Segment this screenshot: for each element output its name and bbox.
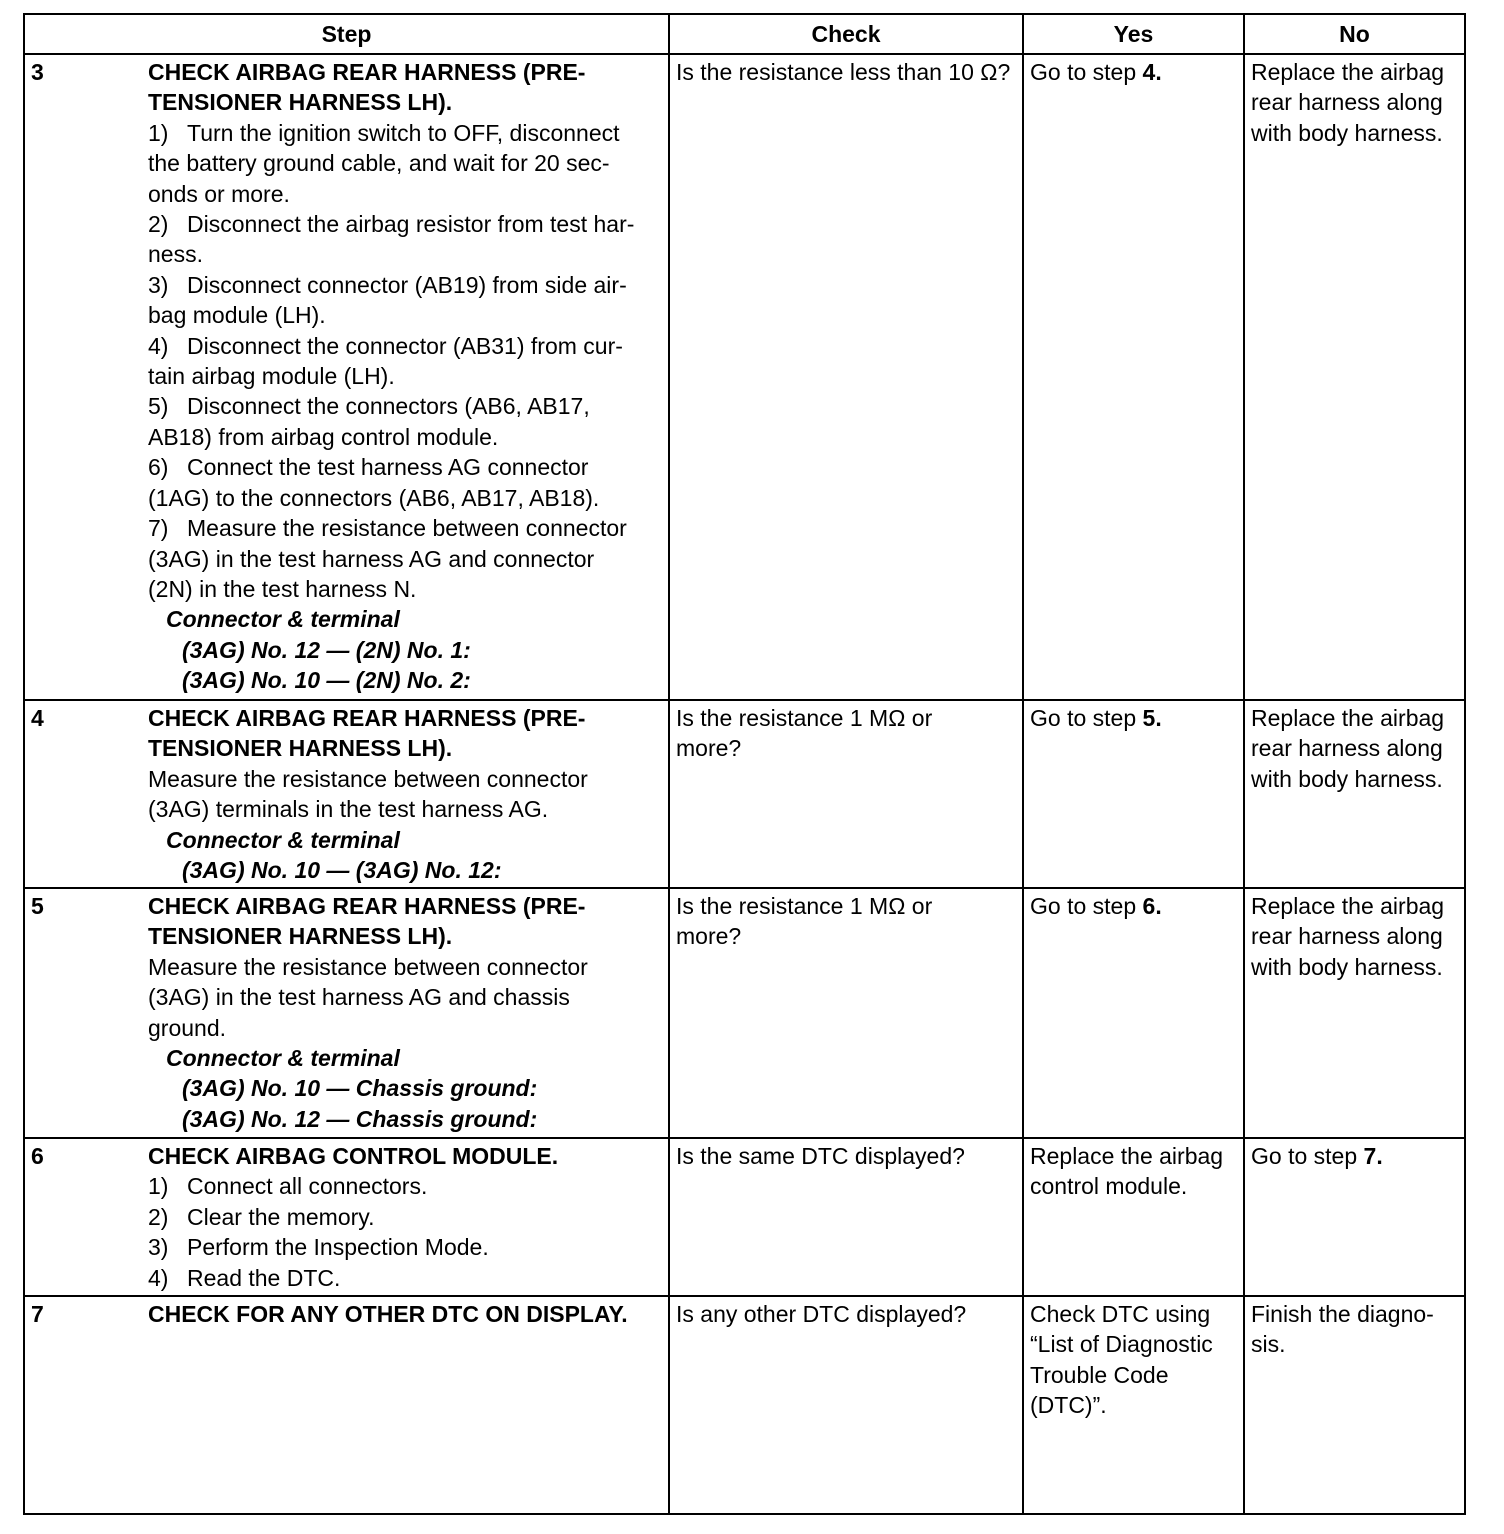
- yes-suffix: .: [1155, 705, 1162, 731]
- step-number: 3: [31, 59, 44, 85]
- step-number: 6: [31, 1143, 44, 1169]
- step-title: TENSIONER HARNESS LH).: [148, 89, 453, 116]
- step-instruction: ness.: [148, 241, 203, 268]
- header-no: No: [1244, 14, 1465, 54]
- step-instruction: 1) Connect all connectors.: [148, 1173, 428, 1200]
- step-instruction: 1) Turn the ignition switch to OFF, disconnect: [148, 119, 620, 146]
- no-text: with body harness.: [1251, 765, 1443, 792]
- no-cell: [1244, 54, 1465, 700]
- step-instruction: 4) Read the DTC.: [148, 1264, 341, 1291]
- step-cell: [24, 1138, 669, 1296]
- no-text: Replace the airbag: [1251, 59, 1445, 85]
- yes-cell: [1023, 700, 1244, 888]
- step-instruction: 6) Connect the test harness AG connector: [148, 454, 589, 481]
- step-number: 7: [31, 1301, 44, 1327]
- step-instruction: the battery ground cable, and wait for 20 sec-: [148, 150, 610, 177]
- no-cell: [1244, 700, 1465, 888]
- step-title: CHECK FOR ANY OTHER DTC ON DISPLAY.: [148, 1301, 628, 1327]
- step-title: TENSIONER HARNESS LH).: [148, 923, 453, 950]
- yes-step-ref: 6: [1142, 893, 1156, 919]
- step-cell: [24, 700, 669, 888]
- step-instruction: tain airbag module (LH).: [148, 363, 395, 390]
- step-instruction: onds or more.: [148, 180, 290, 207]
- header-check: Check: [669, 14, 1023, 54]
- step-title: CHECK AIRBAG REAR HARNESS (PRE-: [148, 59, 586, 85]
- check-text: Is any other DTC displayed?: [676, 1301, 967, 1327]
- check-text: more?: [676, 735, 742, 762]
- yes-step-ref: 5: [1142, 705, 1156, 731]
- check-text: Is the resistance less than 10 Ω?: [676, 59, 1011, 85]
- yes-suffix: .: [1155, 59, 1162, 85]
- step-instruction: 4) Disconnect the connector (AB31) from cur-: [148, 332, 623, 359]
- step-instruction: 3) Disconnect connector (AB19) from side air-: [148, 271, 627, 298]
- step-instruction: (3AG) in the test harness AG and chassis: [148, 984, 570, 1011]
- step-instruction: bag module (LH).: [148, 302, 326, 329]
- check-cell: [669, 1138, 1023, 1296]
- no-cell: [1244, 1138, 1465, 1296]
- step-cell: [24, 888, 669, 1138]
- yes-text: “List of Diagnostic: [1030, 1331, 1213, 1358]
- spec-heading: Connector & terminal: [166, 826, 400, 853]
- header-yes: Yes: [1023, 14, 1244, 54]
- step-number: 5: [31, 893, 44, 919]
- step-title: CHECK AIRBAG REAR HARNESS (PRE-: [148, 705, 586, 731]
- step-title: CHECK AIRBAG REAR HARNESS (PRE-: [148, 893, 586, 919]
- no-text: with body harness.: [1251, 119, 1443, 146]
- no-cell: [1244, 1296, 1465, 1514]
- check-text: Is the same DTC displayed?: [676, 1143, 965, 1169]
- spec-line: (3AG) No. 10 — (3AG) No. 12:: [182, 857, 502, 884]
- step-instruction: 3) Perform the Inspection Mode.: [148, 1234, 489, 1261]
- yes-cell: [1023, 1138, 1244, 1296]
- step-instruction: (2N) in the test harness N.: [148, 575, 417, 602]
- no-suffix: .: [1376, 1143, 1383, 1169]
- header-row: [24, 14, 1465, 54]
- step-instruction: 5) Disconnect the connectors (AB6, AB17,: [148, 393, 590, 420]
- table-row: [24, 700, 1465, 888]
- no-text: Replace the airbag: [1251, 705, 1445, 731]
- yes-text: Trouble Code: [1030, 1361, 1169, 1388]
- no-text: rear harness along: [1251, 735, 1443, 762]
- yes-step-ref: 4: [1142, 59, 1156, 85]
- no-step-ref: 7: [1363, 1143, 1377, 1169]
- step-cell: [24, 1296, 669, 1514]
- yes-prefix: Go to step: [1030, 705, 1143, 731]
- spec-line: (3AG) No. 12 — (2N) No. 1:: [182, 636, 471, 663]
- check-text: Is the resistance 1 MΩ or: [676, 893, 933, 919]
- yes-text: control module.: [1030, 1173, 1188, 1200]
- yes-cell: [1023, 1296, 1244, 1514]
- table-row: [24, 1296, 1465, 1514]
- step-instruction: (3AG) in the test harness AG and connector: [148, 545, 595, 572]
- diagnostic-table: [23, 13, 1466, 1515]
- spec-heading: Connector & terminal: [166, 1045, 400, 1072]
- check-cell: [669, 888, 1023, 1138]
- check-text: more?: [676, 923, 742, 950]
- step-instruction: (1AG) to the connectors (AB6, AB17, AB18).: [148, 484, 600, 511]
- no-prefix: Go to step: [1251, 1143, 1364, 1169]
- no-text: Finish the diagno-: [1251, 1301, 1434, 1327]
- no-text: sis.: [1251, 1331, 1286, 1358]
- check-text: Is the resistance 1 MΩ or: [676, 705, 933, 731]
- yes-text: (DTC)”.: [1030, 1392, 1107, 1419]
- spec-heading: Connector & terminal: [166, 606, 400, 633]
- no-text: with body harness.: [1251, 953, 1443, 980]
- spec-line: (3AG) No. 10 — (2N) No. 2:: [182, 667, 471, 694]
- check-cell: [669, 1296, 1023, 1514]
- check-cell: [669, 700, 1023, 888]
- no-text: Replace the airbag: [1251, 893, 1445, 919]
- yes-text: Check DTC using: [1030, 1301, 1211, 1327]
- yes-cell: [1023, 54, 1244, 700]
- spec-line: (3AG) No. 12 — Chassis ground:: [182, 1105, 538, 1132]
- step-instruction: AB18) from airbag control module.: [148, 423, 499, 450]
- step-number: 4: [31, 705, 44, 731]
- step-instruction: 2) Disconnect the airbag resistor from test har-: [148, 211, 635, 238]
- check-cell: [669, 54, 1023, 700]
- step-instruction: 7) Measure the resistance between connector: [148, 515, 627, 542]
- header-step: Step: [24, 14, 669, 54]
- step-title: TENSIONER HARNESS LH).: [148, 735, 453, 762]
- yes-prefix: Go to step: [1030, 59, 1143, 85]
- table-row: [24, 888, 1465, 1138]
- step-instruction: 2) Clear the memory.: [148, 1203, 375, 1230]
- no-text: rear harness along: [1251, 923, 1443, 950]
- no-text: rear harness along: [1251, 89, 1443, 116]
- step-title: CHECK AIRBAG CONTROL MODULE.: [148, 1143, 559, 1169]
- step-instruction: (3AG) terminals in the test harness AG.: [148, 796, 549, 823]
- step-instruction: Measure the resistance between connector: [148, 953, 588, 980]
- step-instruction: ground.: [148, 1014, 227, 1041]
- no-cell: [1244, 888, 1465, 1138]
- table-row: [24, 1138, 1465, 1296]
- yes-suffix: .: [1155, 893, 1162, 919]
- step-instruction: Measure the resistance between connector: [148, 765, 588, 792]
- yes-prefix: Go to step: [1030, 893, 1143, 919]
- spec-line: (3AG) No. 10 — Chassis ground:: [182, 1075, 538, 1102]
- table-row: [24, 54, 1465, 700]
- yes-text: Replace the airbag: [1030, 1143, 1224, 1169]
- step-cell: [24, 54, 669, 700]
- yes-cell: [1023, 888, 1244, 1138]
